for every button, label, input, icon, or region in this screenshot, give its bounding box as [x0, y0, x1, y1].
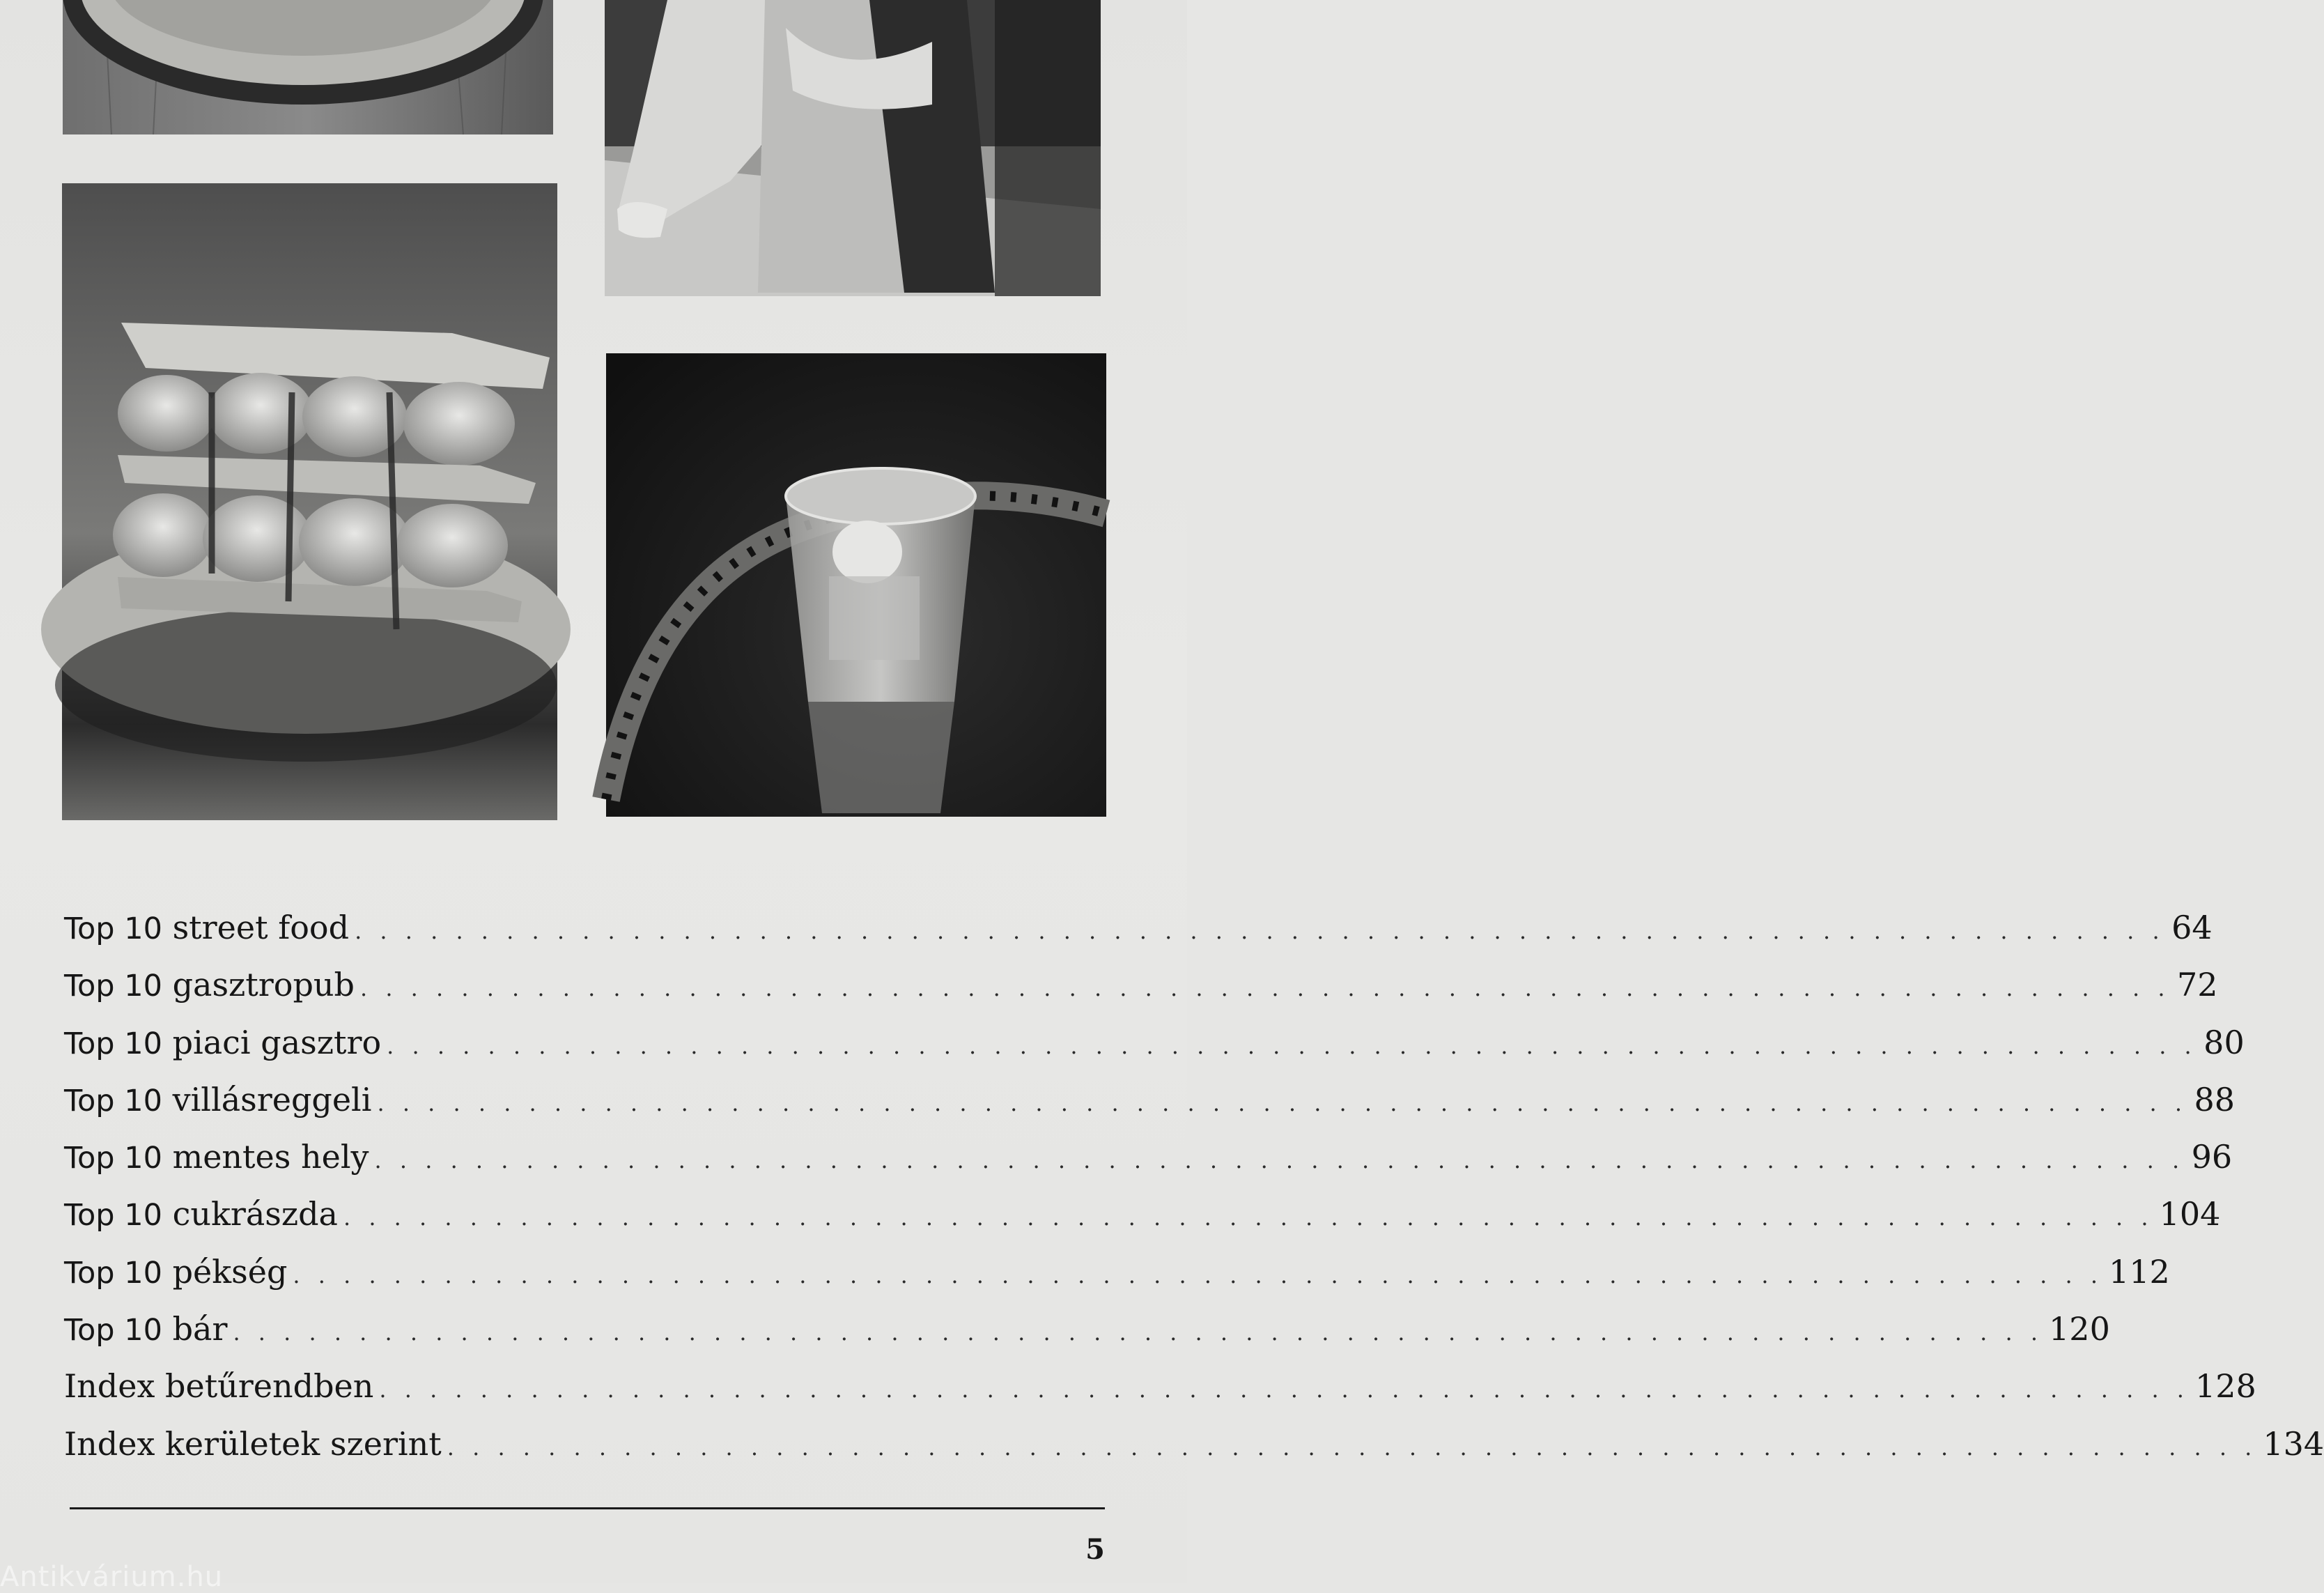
toc-entry-title: Top 10 gasztropub: [64, 966, 355, 1004]
toc-entry-page: 120: [2049, 1310, 2110, 1348]
toc-entry-title: Top 10 villásreggeli: [64, 1080, 372, 1118]
toc-entry-page: 80: [2203, 1023, 2245, 1061]
toc-entry[interactable]: [64, 956, 2218, 1013]
dot-leader: . . . . . . . . . . . . . . . . . . . . . . . . . . . . . . . . . . . . . . . . . . . . . . . . . . . . . . . . . . . . . . . . . . . . . . . .: [343, 1204, 2154, 1231]
toc-entry[interactable]: [64, 1185, 2221, 1242]
toc-entry[interactable]: [64, 1357, 2256, 1415]
dot-leader: . . . . . . . . . . . . . . . . . . . . . . . . . . . . . . . . . . . . . . . . . . . . . . . . . . . . . . . . . . . . . . . . . . . . . . . .: [379, 1376, 2190, 1403]
toc-entry-page: 88: [2194, 1080, 2236, 1118]
toc-entry-title: Top 10 cukrászda: [64, 1195, 338, 1233]
toc-entry-page: 128: [2194, 1367, 2256, 1406]
toc-entry-title: Top 10 mentes hely: [64, 1138, 369, 1176]
toc-entry-title: Top 10 street food: [64, 909, 350, 946]
chefs-photo: [605, 0, 1101, 296]
dot-leader: . . . . . . . . . . . . . . . . . . . . . . . . . . . . . . . . . . . . . . . . . . . . . . . . . . . . . . . . . . . . . . . . . . . . . . . .: [359, 975, 2171, 1002]
toc-entry-page: 64: [2171, 909, 2213, 946]
toc-entry-title: Top 10 piaci gasztro: [64, 1023, 382, 1061]
toc-entry[interactable]: [64, 1243, 2170, 1300]
pastry-photo: [62, 183, 557, 820]
dot-leader: . . . . . . . . . . . . . . . . . . . . . . . . . . . . . . . . . . . . . . . . . . . . . . . . . . . . . . . . . . . . . . . . . . . . . . . .: [293, 1261, 2103, 1288]
drink-photo: [606, 353, 1106, 817]
toc-entry-title: Index kerületek szerint: [64, 1424, 442, 1463]
watermark: Antikvárium.hu: [0, 1561, 224, 1593]
dot-leader: . . . . . . . . . . . . . . . . . . . . . . . . . . . . . . . . . . . . . . . . . . . . . . . . . . . . . . . . . . . . . . . . . . . . . . . .: [233, 1319, 2044, 1346]
dot-leader: . . . . . . . . . . . . . . . . . . . . . . . . . . . . . . . . . . . . . . . . . . . . . . . . . . . . . . . . . . . . . . . . . . . . . . . .: [447, 1433, 2258, 1461]
pie-photo: [63, 0, 553, 134]
toc-entry-page: 134: [2263, 1424, 2324, 1463]
toc-entry-page: 96: [2191, 1138, 2233, 1176]
toc-entry-title: Top 10 bár: [64, 1310, 228, 1348]
toc-entry[interactable]: [64, 1014, 2245, 1071]
page-number: 5: [1085, 1533, 1105, 1566]
dot-leader: . . . . . . . . . . . . . . . . . . . . . . . . . . . . . . . . . . . . . . . . . . . . . . . . . . . . . . . . . . . . . . . . . . . . . . . .: [355, 918, 2165, 944]
toc-entry[interactable]: [64, 1300, 2110, 1357]
dot-leader: . . . . . . . . . . . . . . . . . . . . . . . . . . . . . . . . . . . . . . . . . . . . . . . . . . . . . . . . . . . . . . . . . . . . . . . .: [377, 1089, 2188, 1116]
toc-entry-title: Top 10 pékség: [64, 1252, 288, 1291]
toc-entry-page: 112: [2108, 1252, 2170, 1291]
toc-entry[interactable]: [64, 1128, 2233, 1185]
toc-entry[interactable]: [64, 899, 2213, 956]
dot-leader: . . . . . . . . . . . . . . . . . . . . . . . . . . . . . . . . . . . . . . . . . . . . . . . . . . . . . . . . . . . . . . . . . . . . . . . .: [387, 1032, 2197, 1059]
toc-entry-title: Index betűrendben: [64, 1367, 374, 1406]
footer-rule: [70, 1507, 1105, 1509]
toc-entry[interactable]: [64, 1071, 2236, 1128]
table-of-contents: [64, 899, 2324, 1472]
toc-entry-page: 104: [2159, 1195, 2221, 1233]
toc-entry[interactable]: [64, 1415, 2324, 1472]
toc-entry-page: 72: [2177, 966, 2218, 1004]
dot-leader: . . . . . . . . . . . . . . . . . . . . . . . . . . . . . . . . . . . . . . . . . . . . . . . . . . . . . . . . . . . . . . . . . . . . . . . .: [374, 1147, 2185, 1174]
